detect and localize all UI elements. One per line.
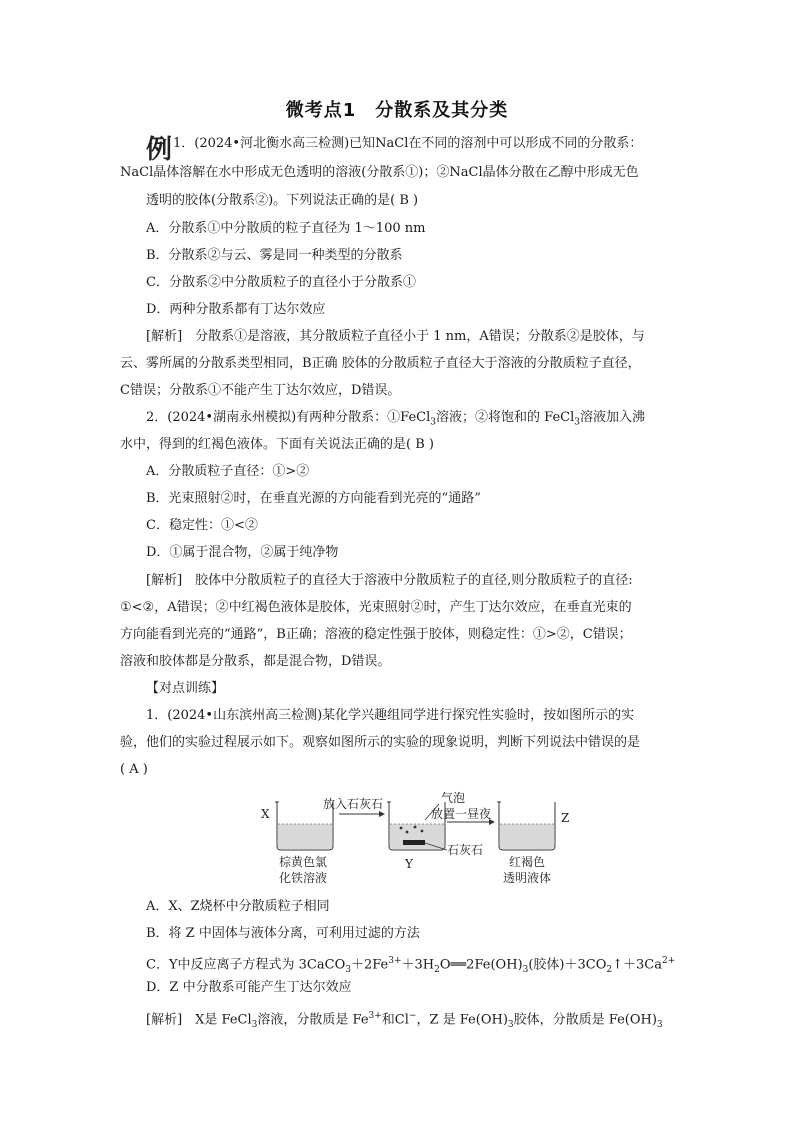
q1-analysis-line3: C错误；分散系①不能产生丁达尔效应，D错误。 bbox=[120, 383, 401, 398]
page-title: 微考点1 分散系及其分类 bbox=[285, 100, 509, 121]
q2-analysis-line1: [解析] 胶体中分散质粒子的直径大于溶液中分散质粒子的直径,则分散质粒子的直径: bbox=[146, 573, 633, 588]
q2-option-c: C．稳定性：①<② bbox=[146, 518, 258, 533]
arrow1-label: 放入石灰石 bbox=[323, 797, 384, 811]
experiment-figure bbox=[255, 790, 575, 890]
label-y: Y bbox=[405, 857, 413, 871]
limestone-label: 石灰石 bbox=[447, 843, 484, 857]
t1-option-b: B．将 Z 中固体与液体分离，可利用过滤的方法 bbox=[146, 926, 420, 941]
q1-option-b: B．分散系②与云、雾是同一种类型的分散系 bbox=[146, 248, 403, 263]
q2-option-a: A．分散质粒子直径：①>② bbox=[146, 464, 310, 479]
arrow2-label: 放置一昼夜 bbox=[431, 807, 492, 821]
q2-option-d: D．①属于混合物，②属于纯净物 bbox=[146, 545, 339, 560]
arrow-add-limestone bbox=[339, 811, 385, 817]
t1-analysis-line1: [解析] X是 FeCl$_3$溶液，分散质是 $Fe^{3+}$和Cl−，Z 是 $Fe(OH)_3$胶体，分散质是 $Fe(OH)_3$ bbox=[146, 1011, 663, 1030]
q2-analysis-line3: 方向能看到光亮的“通路”，B正确；溶液的稳定性强于胶体，则稳定性：①>②，C错误； bbox=[120, 627, 632, 642]
t1-option-a: A．X、Z烧杯中分散质粒子相同 bbox=[146, 899, 330, 914]
t1-line1: 1．(2024•山东滨州高三检测)某化学兴趣组同学进行探究性实验时，按如图所示的实 bbox=[146, 708, 635, 723]
caption-x-line1: 棕黄色氯 bbox=[279, 855, 328, 869]
label-x: X bbox=[261, 807, 270, 821]
q1-line2: NaCl晶体溶解在水中形成无色透明的溶液(分散系①)；②NaCl晶体分散在乙醇中形成无色 bbox=[120, 165, 639, 180]
q1-option-a: A．分散系①中分散质的粒子直径为 1～100 nm bbox=[146, 221, 426, 236]
q2-line1: 2．(2024•湖南永州模拟)有两种分散系：①FeCl$_3$溶液；②将饱和的 FeCl$_3$溶液加入沸 bbox=[146, 410, 646, 428]
q1-option-d: D．两种分散系都有丁达尔效应 bbox=[146, 302, 326, 317]
caption-z-line1: 红褐色 bbox=[509, 855, 546, 869]
beaker-z bbox=[497, 802, 555, 850]
t1-line2: 验，他们的实验过程展示如下。观察如图所示的实验的现象说明，判断下列说法中错误的是 bbox=[120, 735, 641, 750]
q2-line2: 水中，得到的红褐色液体。下面有关说法正确的是( B ) bbox=[120, 437, 434, 452]
q2-option-b: B．光束照射②时，在垂直光源的方向能看到光亮的“通路” bbox=[146, 491, 481, 506]
t1-option-c: C．Y中反应离子方程式为 $3CaCO_3+2Fe^{3+}+3H_2O══2Fe(OH)_3$(胶体)$+3CO_2↑+3Ca^{2+}$ bbox=[146, 956, 676, 975]
q1-option-c: C．分散系②中分散质粒子的直径小于分散系① bbox=[146, 275, 416, 290]
section-heading: 【对点训练】 bbox=[146, 681, 225, 696]
q1-line3: 透明的胶体(分散系②)。下列说法正确的是( B ) bbox=[146, 193, 419, 208]
caption-z-line2: 透明液体 bbox=[503, 871, 552, 885]
t1-line3: ( A ) bbox=[120, 762, 148, 777]
q2-analysis-line4: 溶液和胶体都是分散系，都是混合物，D错误。 bbox=[120, 654, 391, 669]
label-z: Z bbox=[561, 811, 570, 825]
q2-analysis-line2: ①<②，A错误；②中红褐色液体是胶体，光束照射②时，产生丁达尔效应，在垂直光束的 bbox=[120, 600, 632, 615]
q1-line1: 1．(2024•河北衡水高三检测)已知NaCl在不同的溶剂中可以形成不同的分散系： bbox=[173, 136, 643, 151]
t1-option-d: D．Z 中分散系可能产生丁达尔效应 bbox=[146, 980, 352, 995]
bubble-label: 气泡 bbox=[441, 791, 466, 805]
q1-analysis-line1: [解析] 分散系①是溶液，其分散质粒子直径小于 1 nm，A错误；分散系②是胶体，与 bbox=[146, 329, 645, 344]
caption-x-line2: 化铁溶液 bbox=[279, 871, 328, 885]
q1-analysis-line2: 云、雾所属的分散系类型相同，B正确 胶体的分散质粒子直径大于溶液的分散质粒子直径， bbox=[120, 356, 641, 371]
example-mark: 例 bbox=[146, 135, 173, 165]
